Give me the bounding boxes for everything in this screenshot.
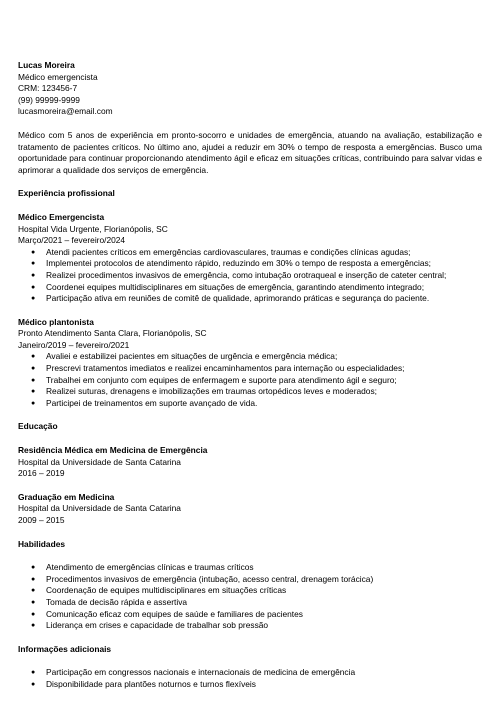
candidate-phone: (99) 99999-9999 <box>18 94 80 105</box>
candidate-email: lucasmoreira@email.com <box>18 106 113 117</box>
education-degree: Graduação em Medicina <box>18 491 115 502</box>
job-role: Médico plantonista <box>18 316 94 327</box>
job-place: Pronto Atendimento Santa Clara, Florianópolis, SC <box>18 328 207 339</box>
education-school: Hospital da Universidade de Santa Catarina <box>18 503 181 514</box>
skill-item: ● Coordenação de equipes multidisciplinares em situações críticas <box>18 585 482 597</box>
job-dates: Janeiro/2019 – fevereiro/2021 <box>18 339 130 350</box>
job-role: Médico Emergencista <box>18 211 105 222</box>
job-entry <box>18 317 482 410</box>
skill-item: ● Comunicação eficaz com equipes de saúde e familiares de pacientes <box>18 609 482 621</box>
skill-item: ● Tomada de decisão rápida e assertiva <box>18 597 482 609</box>
job-bullet: ● Participei de treinamentos em suporte avançado de vida. <box>18 398 482 410</box>
job-place: Hospital Vida Urgente, Florianópolis, SC <box>18 223 168 234</box>
job-dates: Março/2021 – fevereiro/2024 <box>18 235 126 246</box>
job-bullets <box>18 351 482 409</box>
candidate-name: Lucas Moreira <box>18 60 75 70</box>
education-entry <box>18 445 482 480</box>
experience-heading: Experiência profissional <box>18 188 115 199</box>
resume-page <box>18 60 482 691</box>
education-entry <box>18 492 482 527</box>
candidate-title: Médico emergencista <box>18 71 98 82</box>
skill-item: ● Liderança em crises e capacidade de trabalhar sob pressão <box>18 620 482 632</box>
job-bullet: ● Prescrevi tratamentos imediatos e realizei encaminhamentos para internação ou especialidades; <box>18 363 482 375</box>
education-heading: Educação <box>18 421 58 432</box>
additional-list <box>18 667 482 690</box>
additional-heading: Informações adicionais <box>18 643 112 654</box>
education-school: Hospital da Universidade de Santa Catarina <box>18 456 181 467</box>
skill-item: ● Atendimento de emergências clínicas e traumas críticos <box>18 562 482 574</box>
education-dates: 2016 – 2019 <box>18 468 65 479</box>
additional-item: ● Participação em congressos nacionais e internacionais de medicina de emergência <box>18 667 482 679</box>
job-bullet: ● Implementei protocolos de atendimento rápido, reduzindo em 30% o tempo de resposta a emergências; <box>18 258 482 270</box>
candidate-crm: CRM: 123456-7 <box>18 83 78 94</box>
education-degree: Residência Médica em Medicina de Emergência <box>18 445 208 456</box>
job-bullet: ● Avaliei e estabilizei pacientes em situações de urgência e emergência médica; <box>18 351 482 363</box>
job-bullet: ● Realizei procedimentos invasivos de emergência, como intubação orotraqueal e inserção de cateter central; <box>18 270 482 282</box>
additional-item: ● Disponibilidade para plantões noturnos e turnos flexíveis <box>18 679 482 691</box>
job-bullet: ● Realizei suturas, drenagens e imobilizações em traumas ortopédicos leves e moderados; <box>18 386 482 398</box>
skills-heading: Habilidades <box>18 538 66 549</box>
professional-summary: Médico com 5 anos de experiência em pronto-socorro e unidades de emergência, atuando na avaliação, estabilização e tratamento de pacientes críticos. No último ano, ajudei a reduzir em 30% o tempo de resposta a emergências. Busco uma oportunidade para continuar proporcionando atendimento ágil e eficaz em situações críticas, contribuindo para salvar vidas e aprimorar a qualidade dos serviços de emergência. <box>18 129 482 175</box>
education-dates: 2009 – 2015 <box>18 515 65 525</box>
skills-list <box>18 562 482 632</box>
contact-block <box>18 60 482 118</box>
job-bullets <box>18 247 482 305</box>
job-bullet: ● Atendi pacientes críticos em emergências cardiovasculares, traumas e condições clínicas agudas; <box>18 247 482 259</box>
job-bullet: ● Trabalhei em conjunto com equipes de enfermagem e suporte para atendimento ágil e seguro; <box>18 375 482 387</box>
job-bullet: ● Coordenei equipes multidisciplinares em situações de emergência, garantindo atendimento integrado; <box>18 282 482 294</box>
job-entry <box>18 212 482 305</box>
skill-item: ● Procedimentos invasivos de emergência (intubação, acesso central, drenagem torácica) <box>18 574 482 586</box>
job-bullet: ● Participação ativa em reuniões de comitê de qualidade, aprimorando práticas e segurança do paciente. <box>18 293 482 305</box>
